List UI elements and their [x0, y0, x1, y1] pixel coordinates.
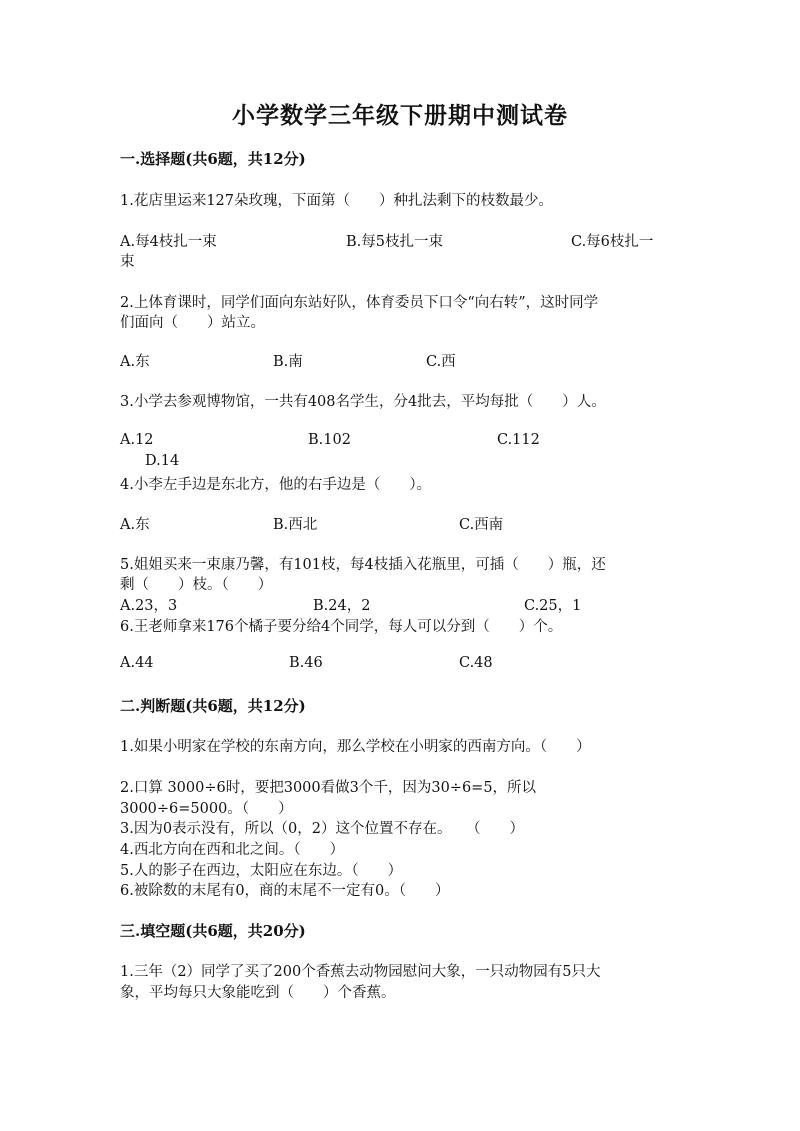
q4-option-a: A.东 [120, 517, 150, 533]
q3-option-b: B.102 [308, 432, 351, 448]
q3-option-d: D.14 [145, 453, 180, 469]
q2-option-b: B.南 [273, 354, 303, 370]
q2-option-c: C.西 [426, 354, 456, 370]
q4-option-b: B.西北 [273, 517, 318, 533]
section-heading-choice: 一.选择题(共6题，共12分) [120, 150, 306, 168]
question-1-text: 1.花店里运来127朵玫瑰，下面第（ ）种扎法剩下的枝数最少。 [120, 193, 554, 209]
q3-option-c: C.112 [497, 432, 540, 448]
q5-option-c: C.25，1 [524, 598, 582, 614]
q1-option-b: B.每5枝扎一束 [346, 234, 443, 250]
section-heading-judgement: 二.判断题(共6题，共12分) [120, 697, 306, 715]
q2-option-a: A.东 [120, 354, 150, 370]
question-5-line-2: 剩（ ）枝。（ ） [120, 577, 273, 593]
fill-1-line-1: 1.三年（2）同学了买了200个香蕉去动物园慰问大象，一只动物园有5只大 [120, 964, 601, 980]
q5-option-a: A.23，3 [120, 598, 178, 614]
judge-2-line-1: 2.口算 3000÷6时，要把3000看做3个千，因为30÷6=5，所以 [120, 780, 537, 796]
q6-option-b: B.46 [289, 655, 323, 671]
q3-option-a: A.12 [120, 432, 154, 448]
q1-option-c: C.每6枝扎一 [571, 234, 654, 250]
judge-5-text: 5.人的影子在西边，太阳应在东边。（ ） [120, 863, 403, 879]
fill-1-line-2: 象，平均每只大象能吃到（ ）个香蕉。 [120, 985, 396, 1001]
q4-option-c: C.西南 [459, 517, 504, 533]
q1-option-a: A.每4枝扎一束 [120, 234, 217, 250]
question-4-text: 4.小李左手边是东北方，他的右手边是（ ）。 [120, 477, 432, 493]
q1-option-c-wrap: 束 [120, 254, 135, 270]
judge-3-text: 3.因为0表示没有，所以（0，2）这个位置不存在。 （ ） [120, 821, 525, 837]
page-title: 小学数学三年级下册期中测试卷 [232, 102, 568, 129]
judge-1-text: 1.如果小明家在学校的东南方向，那么学校在小明家的西南方向。（ ） [120, 739, 591, 755]
q6-option-a: A.44 [120, 655, 154, 671]
judge-2-line-2: 3000÷6=5000。（ ） [120, 801, 293, 817]
question-2-line-1: 2.上体育课时，同学们面向东站好队，体育委员下口令“向右转”，这时同学 [120, 295, 599, 311]
judge-6-text: 6.被除数的末尾有0，商的末尾不一定有0。（ ） [120, 883, 450, 899]
section-heading-fill-in: 三.填空题(共6题，共20分) [120, 922, 306, 940]
question-6-text: 6.王老师拿来176个橘子要分给4个同学，每人可以分到（ ）个。 [120, 619, 563, 635]
question-3-text: 3.小学去参观博物馆，一共有408名学生，分4批去，平均每批（ ）人。 [120, 394, 606, 410]
q6-option-c: C.48 [459, 655, 493, 671]
q5-option-b: B.24，2 [313, 598, 371, 614]
question-5-line-1: 5.姐姐买来一束康乃馨，有101枝，每4枝插入花瓶里，可插（ ）瓶，还 [120, 557, 606, 573]
judge-4-text: 4.西北方向在西和北之间。（ ） [120, 842, 345, 858]
question-2-line-2: 们面向（ ）站立。 [120, 315, 265, 331]
